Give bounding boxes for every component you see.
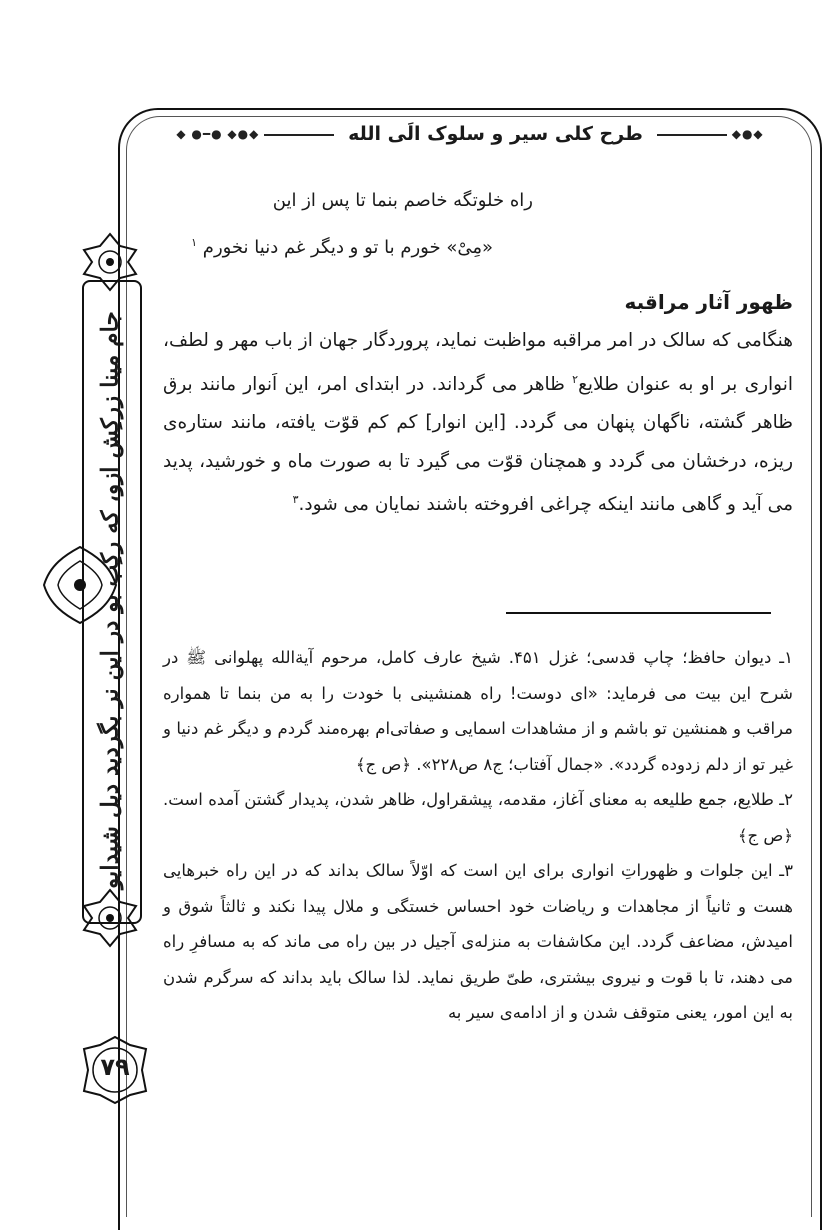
footnote-2: ۲ـ طلایع، جمع طلیعه به معنای آغاز، مقدمه، پیشقراول، ظاهر شدن، پدیدار گشتن آمده است. ﴿ص ج﴾	[163, 790, 793, 845]
body-part-1: هنگامی که سالک در امر مراقبه مواظبت نماید، پروردگار جهان از باب مهر و لطف، انواری بر او به عنوان طلایع	[163, 330, 793, 395]
footnote-1: ۱ـ دیوان حافظ؛ چاپ قدسی؛ غزل ۴۵۱. شیخ عارف کامل، مرحوم آیةالله پهلوانی ﷺ در شرح این بیت می فرماید: «ای دوست! راه همنشینی با خودت را به من بنما تا همواره مراقب و همنشین تو باشم و از مشاهدات اسمایی و صفاتی‌ام بهره‌مند گردم و دیگر غم دنیا و غیر تو از دلم زدوده گردد». «جمال آفتاب؛ ج۸ ص۲۲۸». ﴿ص ج﴾	[163, 648, 793, 774]
footnotes	[163, 640, 793, 1031]
poem-line-1: راه خلوتگه خاصم بنما تا پس از این	[272, 190, 533, 211]
footnote-3: ۳ـ این جلوات و ظهوراتِ انواری برای این است که اوّلاً سالک بداند که در این راه خبرهایی هست و ثانیاً از مجاهدات و ریاضات خود احساس خستگی و ملال پیدا نکند و ثالثاً شوق و امیدش، مضاعف گردد. این مکاشفات به منزله‌ی آجیل در بین راه می ماند که به مسافرِ راه می دهند، تا با قوت و نیروی بیشتری، طیّ طریق نماید. لذا سالک باید بداند که سرگرم شدن به این امور، یعنی متوقف شدن و از ادامه‌ی سیر به	[163, 861, 793, 1022]
section-heading: ظهور آثار مراقبه	[624, 290, 793, 314]
side-verse	[86, 300, 134, 900]
body-paragraph	[163, 322, 793, 525]
header-ornament-left: ◆●◆ ●━● ◆	[176, 127, 334, 141]
footnote-ref-2: ۲	[572, 372, 579, 386]
side-verse-text: جام مینا زرکِش ازو، که رکِب بو در این نر بگردید دیل شیدایو	[96, 311, 124, 889]
page-number-badge	[80, 1035, 150, 1105]
page-number: ۷۹	[100, 1053, 130, 1081]
footnote-ref-3: ۳	[292, 493, 299, 507]
poem-line-2-text: «مِیْ» خورم با تو و دیگر غم دنیا نخورم	[202, 237, 493, 258]
header-ornament-right: ◆●◆	[657, 127, 764, 141]
body-part-2: ظاهر می گرداند. در ابتدای امر، این اَنوار مانند برق ظاهر گشته، ناگهان پنهان می گردد. [این انوار] کم کم قوّت یافته، مانند ستاره‌ی ریزه، درخشان می گردد و همچنان قوّت می گیرد تا به صورت ماه و خورشید، پدید می آید و گاهی مانند اینکه چراغی افروخته باشند نمایان می شود.	[163, 373, 793, 516]
poem-line-2	[191, 236, 493, 258]
footnote-separator	[506, 612, 771, 614]
side-medallion-bottom-icon	[80, 888, 140, 948]
running-header	[160, 116, 780, 152]
header-title: طرح کلی سیر و سلوک الَی الله	[348, 123, 643, 145]
footnote-ref-1: ۱	[191, 236, 198, 249]
